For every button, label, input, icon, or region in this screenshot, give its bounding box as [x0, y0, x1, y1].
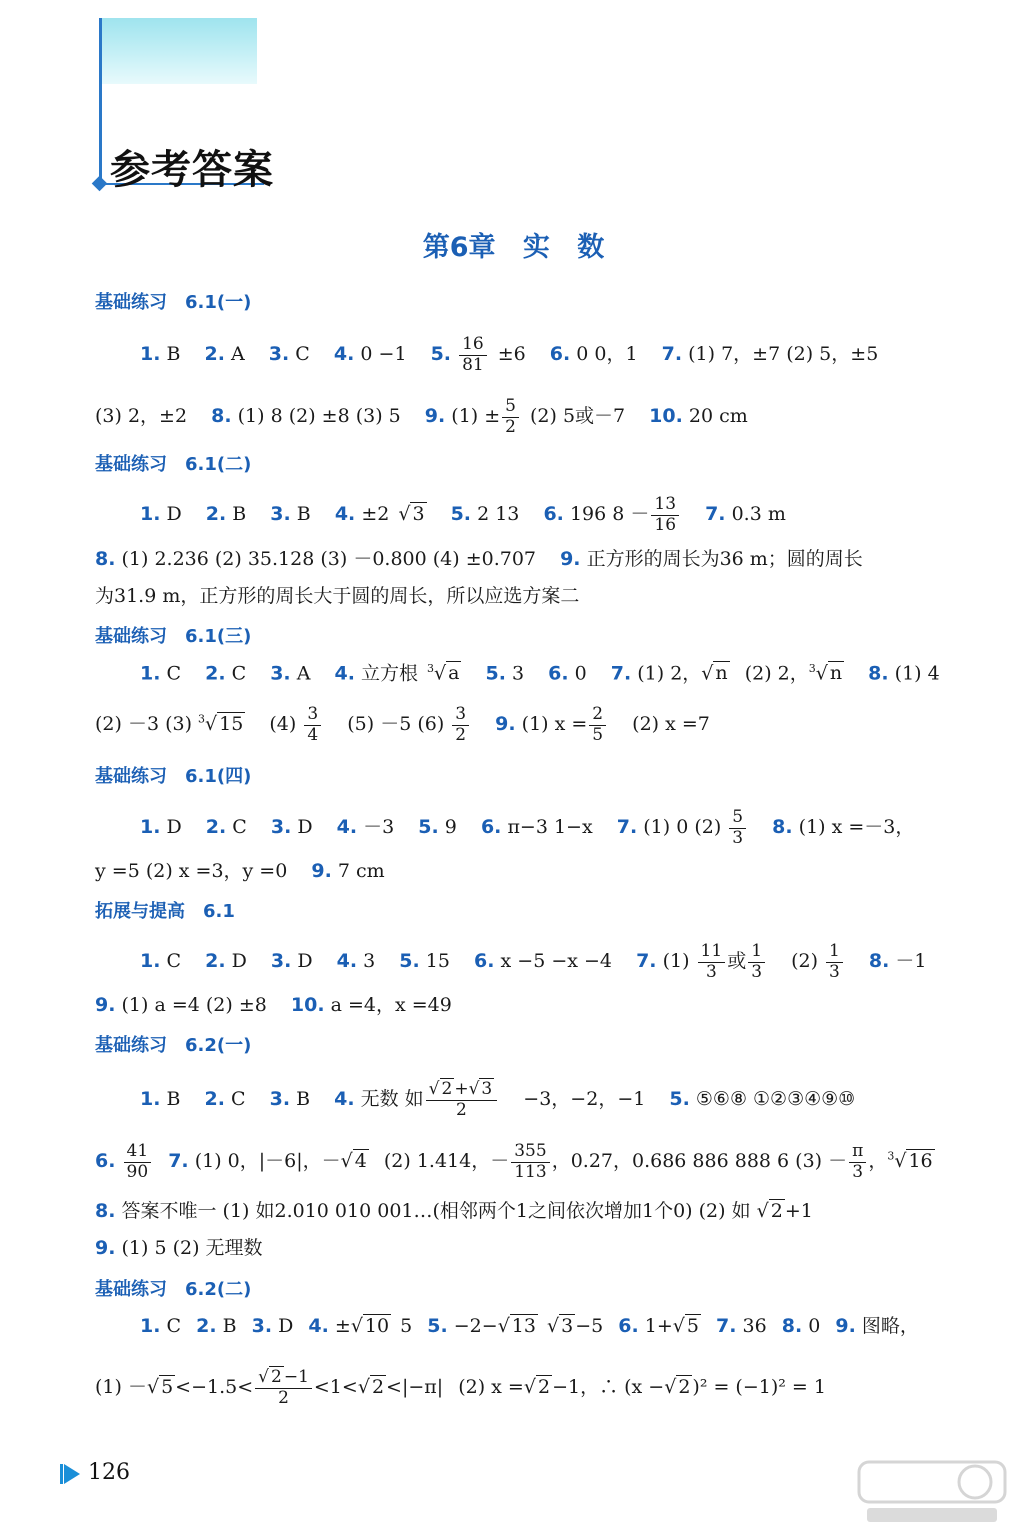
answer-line: 1. B 2. A 3. C 4. 0 −1 5. $\frac{16}{81}$ ±6 6. 0 0，1 7. (1) 7，±7 (2) 5，±5: [140, 334, 879, 375]
header-vertical-rule: [99, 18, 102, 186]
answer-line: 1. D 2. C 3. D 4. －3 5. 9 6. π−3 1−x 7. (1) 0 (2) $\frac{5}{3}$ 8. (1) x =－3，: [140, 807, 915, 848]
answer-line: (3) 2，±2 8. (1) 8 (2) ±8 (3) 5 9. (1) ± $\frac{5}{2}$ (2) 5或－7 10. 20 cm: [95, 396, 748, 437]
answer-line: 9. (1) a =4 (2) ±8 10. a =4，x =49: [95, 994, 452, 1016]
section-heading: 基础练习 6.2(一): [95, 1035, 252, 1056]
section-heading: 基础练习 6.1(二): [95, 454, 252, 475]
section-heading: 基础练习 6.1(一): [95, 292, 252, 313]
answer-line: 1. C 2. C 3. A 4. 立方根 $^3$√ a 5. 3 6. 0 7. (1) 2，√ n (2) 2，$^3$√ n 8. (1) 4: [140, 662, 940, 685]
answer-line: 1. C 2. D 3. D 4. 3 5. 15 6. x −5 −x −4 7. (1) $\frac{11}{3}$ 或 $\frac{1}{3}$ (2) $\frac{1}{3}$ 8. －1: [140, 941, 927, 982]
section-heading: 基础练习 6.2(二): [95, 1279, 252, 1300]
page-title: 参考答案: [110, 147, 274, 193]
section-heading: 拓展与提高 6.1: [95, 901, 235, 922]
answer-line: 1. B 2. C 3. B 4. 无数 如 $\frac{√ 2 +√ 3}{2}$ −3，−2，−1 5. ⑤⑥⑧ ①②③④⑨⑩: [140, 1079, 856, 1120]
answer-line: y =5 (2) x =3，y =0 9. 7 cm: [95, 860, 385, 882]
answer-line: 8. 答案不唯一 (1) 如2.010 010 001…(相邻两个1之间依次增加1个0) (2) 如 √ 2 +1: [95, 1200, 813, 1222]
chapter-title: 第6章 实 数: [422, 232, 605, 263]
watermark-logo-icon: [857, 1456, 1007, 1526]
diamond-icon: [92, 176, 108, 192]
section-heading: 基础练习 6.1(四): [95, 766, 252, 787]
page-number: 126: [88, 1460, 130, 1485]
play-arrow-icon: [64, 1464, 80, 1484]
answer-line: (1) －√ 5 <−1.5< $\frac{√ 2 -1}{2}$ <1<√ 2 <|−π| (2) x =√ 2 −1，∴ (x −√ 2 )² = (−1)² = 1: [95, 1367, 826, 1408]
footer-bar: [60, 1464, 63, 1484]
answer-line: (2) －3 (3) $^3$√ 15 (4) $\frac{3}{4}$ (5) －5 (6) $\frac{3}{2}$ 9. (1) x = $\frac{2}{5}$ (2) x =7: [95, 704, 710, 745]
answer-line: 6. $\frac{41}{90}$ 7. (1) 0，|－6|，－√ 4 (2) 1.414，－ $\frac{355}{113}$ ，0.27，0.686 886 888 6 (3) － $\frac{\pi}{3}$ ，$^3$√ 16: [95, 1141, 933, 1182]
answer-line: 为31.9 m，正方形的周长大于圆的周长，所以应选方案二: [95, 585, 580, 607]
header-decoration: [101, 18, 257, 84]
answer-line: 9. (1) 5 (2) 无理数: [95, 1237, 263, 1259]
section-heading: 基础练习 6.1(三): [95, 626, 252, 647]
answer-line: 1. D 2. B 3. B 4. ±2 √ 3 5. 2 13 6. 196 8 － $\frac{13}{16}$ 7. 0.3 m: [140, 494, 786, 535]
answer-line: 1. C 2. B 3. D 4. ±√ 10 5 5. −2−√ 13 √ 3 −5 6. 1+√ 5 7. 36 8. 0 9. 图略，: [140, 1315, 919, 1337]
answer-line: 8. (1) 2.236 (2) 35.128 (3) －0.800 (4) ±0.707 9. 正方形的周长为36 m；圆的周长: [95, 548, 863, 570]
